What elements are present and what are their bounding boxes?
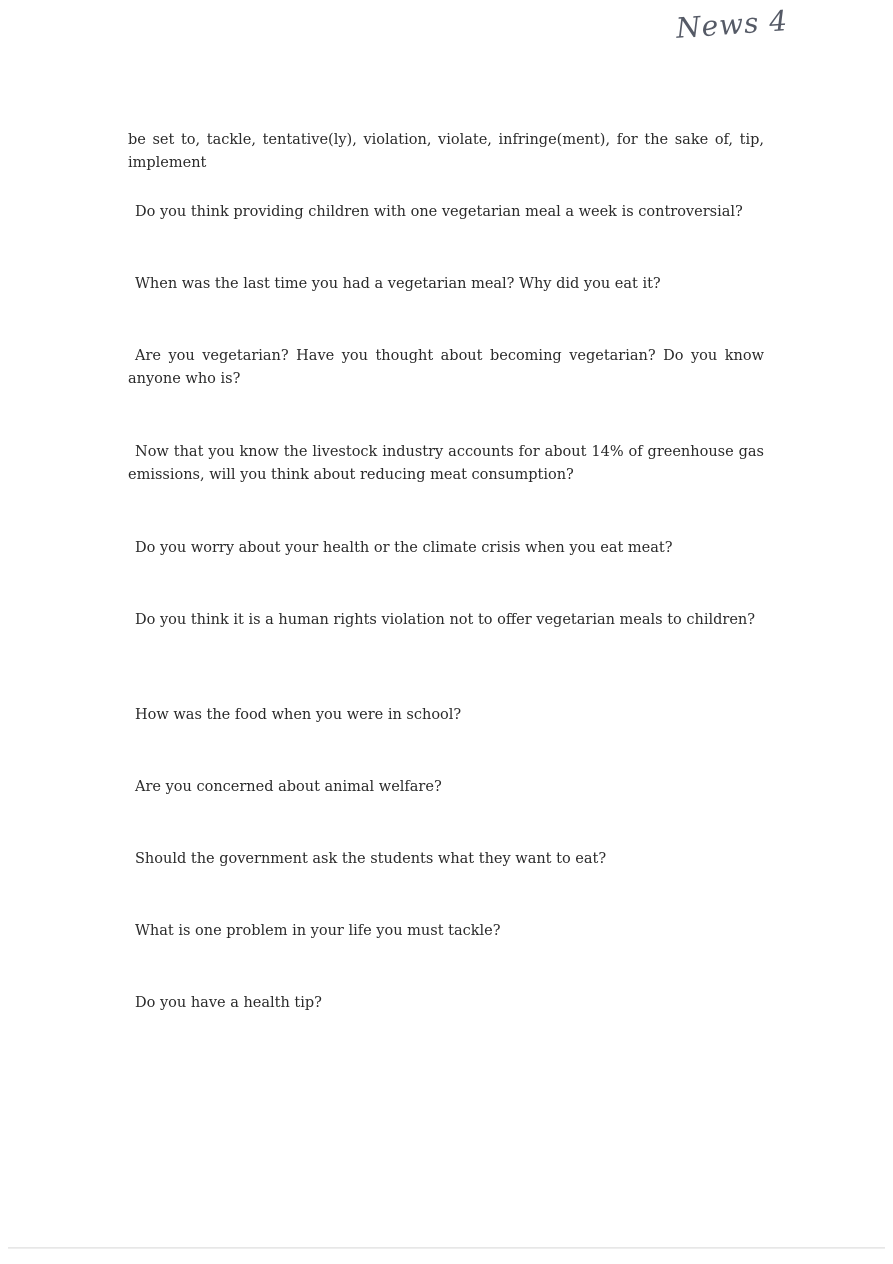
question-4: Now that you know the livestock industry accounts for about 14% of greenhouse gas emissions, will you think about reducing meat consumption?	[128, 444, 764, 483]
question-5: Do you worry about your health or the climate crisis when you eat meat?	[135, 540, 673, 556]
question-6: Do you think it is a human rights violation not to offer vegetarian meals to children?	[135, 612, 756, 628]
question-8: Are you concerned about animal welfare?	[135, 779, 442, 795]
vocabulary-list: be set to, tackle, tentative(ly), violation, violate, infringe(ment), for the sake of, tip, implement	[128, 132, 764, 171]
scan-edge-divider	[8, 1247, 885, 1249]
question-7: How was the food when you were in school?	[135, 707, 462, 723]
question-2: When was the last time you had a vegetarian meal? Why did you eat it?	[135, 276, 661, 292]
question-1: Do you think providing children with one vegetarian meal a week is controversial?	[135, 204, 743, 220]
question-11: Do you have a health tip?	[135, 995, 322, 1011]
handwritten-page-label: News 4	[674, 4, 790, 45]
question-9: Should the government ask the students what they want to eat?	[135, 851, 607, 867]
question-10: What is one problem in your life you must tackle?	[135, 923, 501, 939]
question-3: Are you vegetarian? Have you thought about becoming vegetarian? Do you know anyone who is?	[128, 348, 764, 387]
